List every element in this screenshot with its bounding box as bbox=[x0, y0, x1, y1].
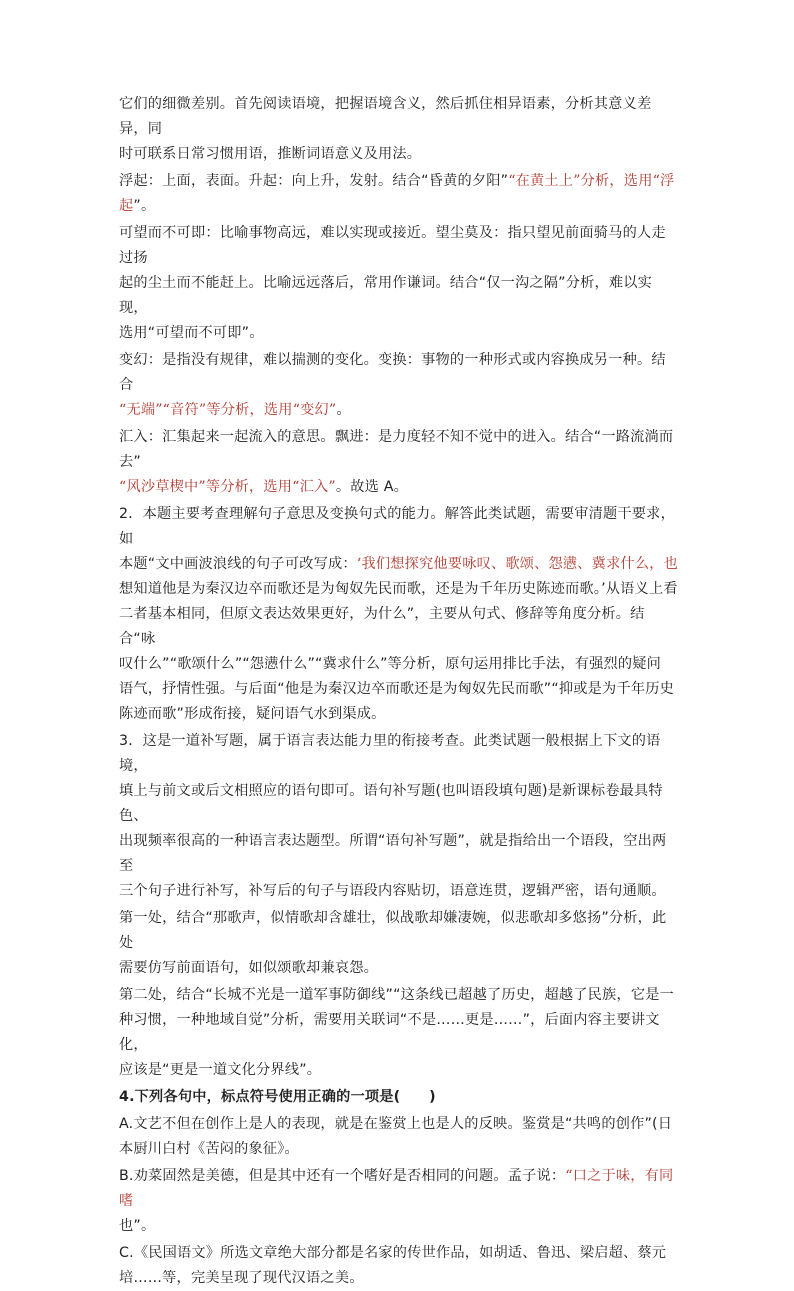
text-line: 培……等，完美呈现了现代汉语之美。 bbox=[119, 1270, 364, 1286]
text-line: 二者基本相同，但原文表达效果更好，为什么”，主要从句式、修辞等角度分析。结合“咏 bbox=[119, 606, 645, 647]
question-text: 4.下列各句中，标点符号使用正确的一项是( ) bbox=[119, 1089, 436, 1105]
option-b bbox=[119, 1164, 679, 1239]
text-line: A.文艺不但在创作上是人的表现，就是在鉴赏上也是人的反映。鉴赏是“共鸣的创作”(日 bbox=[119, 1116, 673, 1132]
text-line: 种习惯，一种地域自觉”分析，需要用关联词“不是……更是……”，后面内容主要讲文化， bbox=[119, 1012, 660, 1053]
text-line: 。 bbox=[336, 402, 351, 418]
option-c bbox=[119, 1241, 679, 1291]
paragraph-answer-3 bbox=[119, 729, 679, 904]
text-line: 想知道他是为秦汉边卒而歌还是为匈奴先民而歌，还是为千年历史陈迹而歌。’从语义上看 bbox=[119, 581, 678, 597]
paragraph-bianhuan bbox=[119, 348, 679, 423]
text-line: 变幻：是指没有规律，难以揣测的变化。变换：事物的一种形式或内容换成另一种。结合 bbox=[119, 352, 666, 393]
paragraph-first-blank bbox=[119, 906, 679, 981]
text-line: C.《民国语文》所选文章绝大部分都是名家的传世作品，如胡适、鲁迅、梁启超、蔡元 bbox=[119, 1245, 667, 1261]
text-line: 需要仿写前面语句，如似颂歌却兼哀怨。 bbox=[119, 960, 378, 976]
document-page bbox=[119, 92, 679, 1291]
text-line: 出现频率很高的一种语言表达题型。所谓“语句补写题”，就是指给出一个语段，空出两至 bbox=[119, 833, 667, 874]
text-line: 本厨川白村《苦闷的象征》。 bbox=[119, 1141, 299, 1157]
text-line: 可望而不可即：比喻事物高远，难以实现或接近。望尘莫及：指只望见前面骑马的人走过扬 bbox=[119, 225, 666, 266]
paragraph-kewang bbox=[119, 221, 679, 346]
text-line: 第一处，结合“那歌声，似情歌却含雄壮，似战歌却嫌凄婉，似悲歌却多悠扬”分析，此处 bbox=[119, 910, 667, 951]
text-line: 2．本题主要考查理解句子意思及变换句式的能力。解答此类试题，需要审清题干要求，如 bbox=[119, 506, 675, 547]
text-line: 起的尘土而不能赶上。比喻远远落后，常用作谦词。结合“仅一沟之隔”分析，难以实现， bbox=[119, 275, 653, 316]
paragraph-answer-2 bbox=[119, 502, 679, 727]
text-line: 选用“可望而不可即”。 bbox=[119, 325, 264, 341]
text-line: 应该是“更是一道文化分界线”。 bbox=[119, 1062, 322, 1078]
question-4-title bbox=[119, 1085, 679, 1110]
paragraph-fuqi bbox=[119, 169, 679, 219]
quote-highlight: “无端”“音符”等分析，选用“变幻” bbox=[119, 402, 337, 418]
text-line: 也”。 bbox=[119, 1218, 156, 1234]
quote-highlight: “口之于味，有同嗜 bbox=[119, 1168, 674, 1209]
text-line: 本题“文中画波浪线的句子可改写成： bbox=[119, 556, 357, 572]
paragraph-huiru bbox=[119, 425, 679, 500]
text-line: 陈迹而歌”形成衔接，疑问语气水到渠成。 bbox=[119, 706, 386, 722]
quote-highlight: “风沙草楔中”等分析，选用“汇入” bbox=[119, 479, 336, 495]
text-line: 汇入：汇集起来一起流入的意思。飘进：是力度轻不知不觉中的进入。结合“一路流淌而去” bbox=[119, 429, 674, 470]
text-line: 时可联系日常习惯用语，推断词语意义及用法。 bbox=[119, 146, 422, 162]
quote-highlight: 起 bbox=[119, 198, 134, 214]
text-line: 第二处，结合“长城不光是一道军事防御线”“这条线已超越了历史，超越了民族，它是一 bbox=[119, 987, 674, 1003]
paragraph-intro bbox=[119, 92, 679, 167]
text-line: 3．这是一道补写题，属于语言表达能力里的衔接考查。此类试题一般根据上下文的语境， bbox=[119, 733, 661, 774]
quote-highlight: ‘我们想探究他要咏叹、歌颂、怨懑、冀求什么，也 bbox=[356, 556, 679, 572]
text-line: B.劝菜固然是美德，但是其中还有一个嗜好是否相同的问题。孟子说： bbox=[119, 1168, 566, 1184]
text-line: 浮起：上面，表面。升起：向上升，发射。结合“昏黄的夕阳” bbox=[119, 173, 509, 189]
text-line: 三个句子进行补写，补写后的句子与语段内容贴切，语意连贯，逻辑严密，语句通顺。 bbox=[119, 883, 666, 899]
text-line: 填上与前文或后文相照应的语句即可。语句补写题(也叫语段填句题)是新课标卷最具特色、 bbox=[119, 783, 663, 824]
option-a bbox=[119, 1112, 679, 1162]
text-line: ”。 bbox=[133, 198, 156, 214]
text-line: 叹什么”“歌颂什么”“怨懑什么”“冀求什么”等分析，原句运用排比手法，有强烈的疑问 bbox=[119, 656, 662, 672]
text-line: 语气，抒情性强。与后面“他是为秦汉边卒而歌还是为匈奴先民而歌”“抑或是为千年历史 bbox=[119, 681, 674, 697]
text-line: 。故选 A。 bbox=[335, 479, 409, 495]
quote-highlight: “在黄土上”分析，选用“浮 bbox=[508, 173, 675, 189]
paragraph-second-blank bbox=[119, 983, 679, 1083]
text-line: 它们的细微差别。首先阅读语境，把握语境含义，然后抓住相异语素，分析其意义差异，同 bbox=[119, 96, 652, 137]
